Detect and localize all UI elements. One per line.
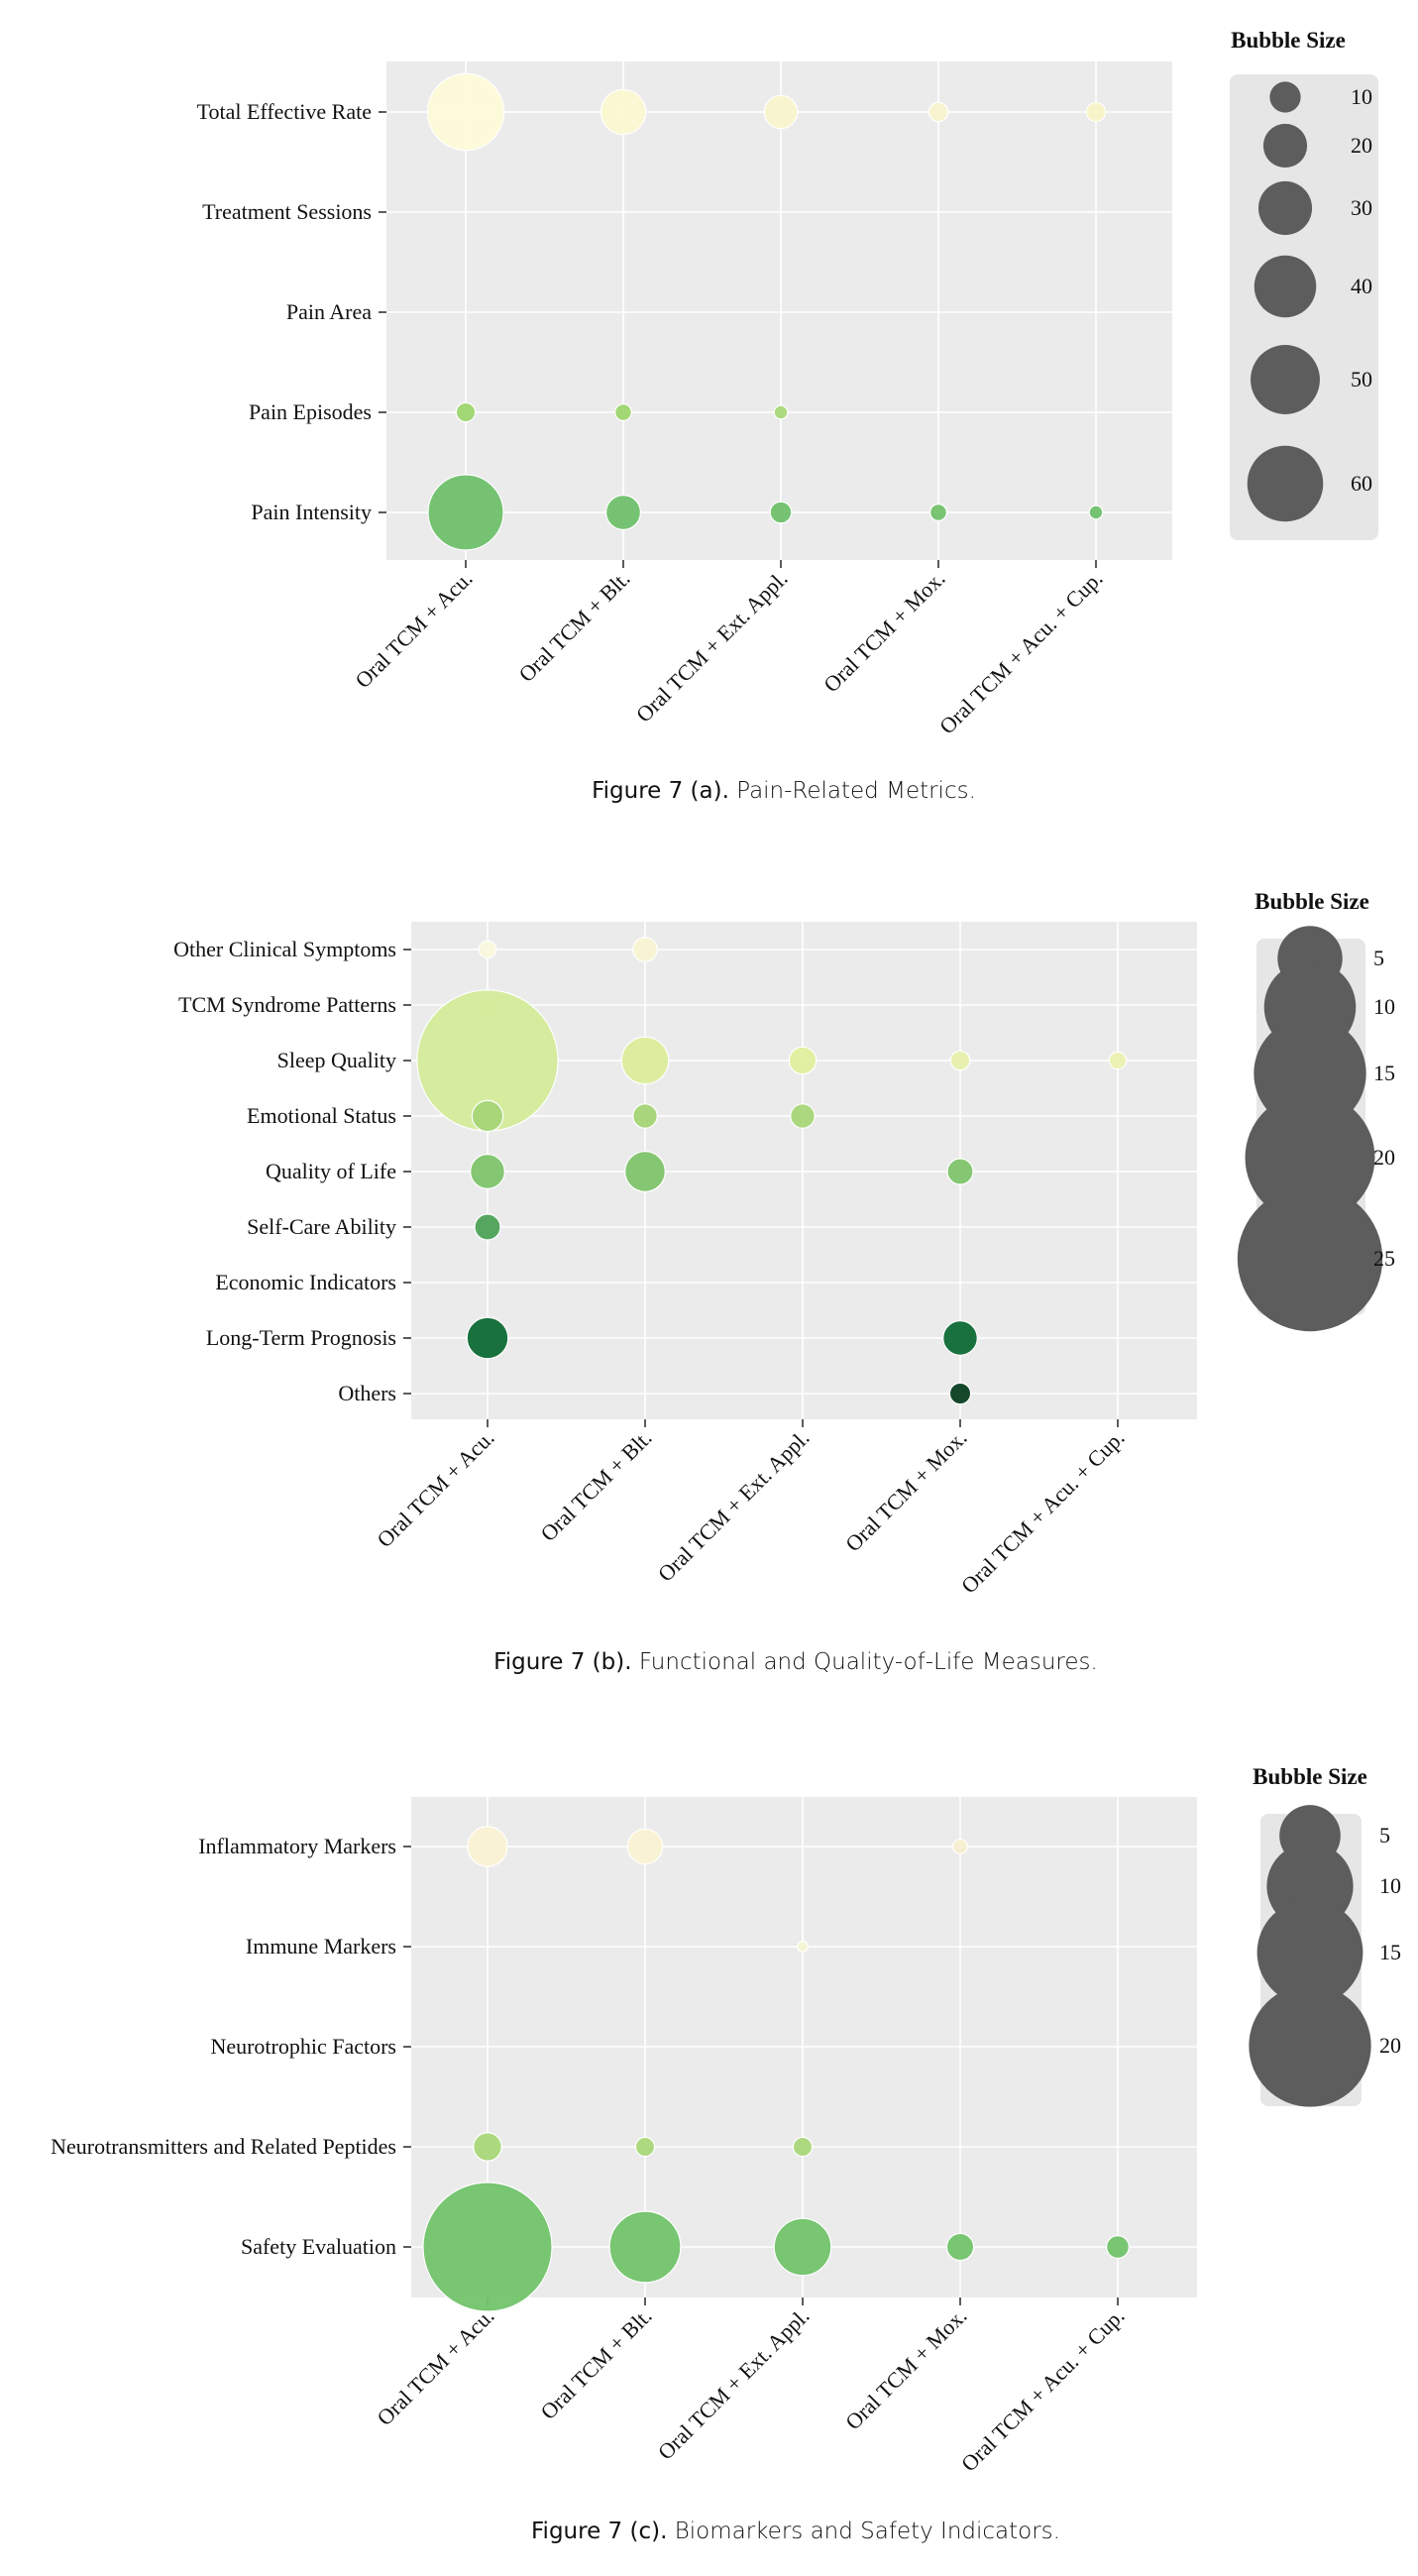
chart-c-caption xyxy=(531,2519,1060,2544)
chart-c-legend-label-5: 5 xyxy=(1379,1823,1390,1848)
chart-a-bubble-pain-episodes-oral-tcm-acu xyxy=(456,402,475,421)
chart-a-legend-label-10: 10 xyxy=(1351,84,1372,109)
chart-a-caption-label: Figure 7 (a). xyxy=(592,778,737,804)
chart-b-ylabel-economic-indicators: Economic Indicators xyxy=(215,1270,396,1294)
chart-c-ylabel-safety-evaluation: Safety Evaluation xyxy=(240,2234,396,2259)
chart-c-bubble-safety-evaluation-oral-tcm-acu-cup xyxy=(1107,2236,1130,2259)
chart-b-caption-label: Figure 7 (b). xyxy=(493,1649,639,1675)
chart-c-ylabel-immune-markers: Immune Markers xyxy=(245,1934,396,1959)
chart-a xyxy=(197,28,1378,804)
chart-b-legend-label-10: 10 xyxy=(1373,994,1395,1019)
chart-c-bubble-neurotransmitters-and-related-peptides-oral-tcm-ext-appl xyxy=(793,2137,812,2156)
chart-a-ylabel-treatment-sessions: Treatment Sessions xyxy=(202,199,372,224)
chart-a-legend-label-20: 20 xyxy=(1351,133,1372,158)
chart-a-xlabel-oral-tcm-acu: Oral TCM + Acu. xyxy=(350,565,478,693)
chart-b-ylabel-tcm-syndrome-patterns: TCM Syndrome Patterns xyxy=(178,992,396,1017)
chart-c xyxy=(51,1764,1401,2544)
chart-c-xlabel-oral-tcm-mox: Oral TCM + Mox. xyxy=(840,2302,972,2435)
chart-c-legend-label-15: 15 xyxy=(1379,1940,1401,1964)
chart-c-legend-label-20: 20 xyxy=(1379,2033,1401,2058)
chart-b-legend-label-15: 15 xyxy=(1373,1061,1395,1085)
chart-c-legend-title: Bubble Size xyxy=(1253,1764,1367,1789)
chart-a-legend-label-50: 50 xyxy=(1351,367,1372,392)
chart-a-bubble-total-effective-rate-oral-tcm-mox xyxy=(928,102,947,121)
chart-a-ylabel-pain-area: Pain Area xyxy=(285,299,372,324)
chart-a-legend-label-30: 30 xyxy=(1351,195,1372,220)
chart-c-xlabel-oral-tcm-blt: Oral TCM + Blt. xyxy=(535,2302,657,2424)
chart-b-ylabel-others: Others xyxy=(338,1381,396,1405)
chart-b-caption xyxy=(493,1649,1098,1675)
chart-b-bubble-sleep-quality-oral-tcm-ext-appl xyxy=(789,1047,816,1073)
chart-b-bubble-emotional-status-oral-tcm-acu xyxy=(472,1100,502,1131)
chart-b-bubble-sleep-quality-oral-tcm-blt xyxy=(621,1037,668,1083)
chart-b-legend-bubble-25 xyxy=(1238,1186,1382,1331)
chart-b-bubble-sleep-quality-oral-tcm-acu-cup xyxy=(1109,1052,1126,1068)
chart-b-bubble-self-care-ability-oral-tcm-acu xyxy=(475,1214,500,1240)
chart-b-bubble-others-oral-tcm-mox xyxy=(949,1383,970,1403)
chart-b-xlabel-oral-tcm-mox: Oral TCM + Mox. xyxy=(840,1424,972,1557)
chart-a-legend-label-40: 40 xyxy=(1351,274,1372,298)
chart-a-legend-label-60: 60 xyxy=(1351,471,1372,496)
chart-a-bubble-pain-intensity-oral-tcm-mox xyxy=(930,504,947,521)
chart-c-bubble-neurotransmitters-and-related-peptides-oral-tcm-acu xyxy=(474,2133,501,2161)
chart-a-bubble-pain-intensity-oral-tcm-ext-appl xyxy=(770,502,792,523)
chart-a-legend-bubble-20 xyxy=(1263,124,1307,168)
chart-c-legend-bubble-20 xyxy=(1249,1984,1370,2106)
chart-a-bubble-total-effective-rate-oral-tcm-blt xyxy=(600,89,645,134)
chart-b-bubble-emotional-status-oral-tcm-blt xyxy=(633,1104,657,1128)
chart-b-xlabel-oral-tcm-ext-appl: Oral TCM + Ext. Appl. xyxy=(652,1424,815,1587)
chart-a-bubble-pain-intensity-oral-tcm-blt xyxy=(606,496,641,530)
chart-a-caption xyxy=(592,778,976,804)
chart-c-bubble-safety-evaluation-oral-tcm-ext-appl xyxy=(774,2218,831,2276)
chart-c-xlabel-oral-tcm-ext-appl: Oral TCM + Ext. Appl. xyxy=(652,2302,815,2465)
chart-a-legend-bubble-60 xyxy=(1248,446,1324,522)
chart-c-bubble-inflammatory-markers-oral-tcm-mox xyxy=(953,1840,968,1854)
chart-a-legend-bubble-10 xyxy=(1269,81,1300,112)
chart-a-bubble-pain-intensity-oral-tcm-acu-cup xyxy=(1089,505,1103,519)
chart-b-xlabel-oral-tcm-acu: Oral TCM + Acu. xyxy=(372,1424,499,1552)
chart-a-bubble-total-effective-rate-oral-tcm-acu-cup xyxy=(1086,102,1105,121)
chart-b xyxy=(173,889,1395,1675)
chart-a-caption-text: Pain-Related Metrics. xyxy=(736,778,976,804)
chart-a-plot-area xyxy=(386,61,1172,560)
chart-c-xlabel-oral-tcm-acu-cup: Oral TCM + Acu. + Cup. xyxy=(956,2302,1130,2477)
chart-c-bubble-immune-markers-oral-tcm-ext-appl xyxy=(798,1942,809,1953)
chart-a-bubble-total-effective-rate-oral-tcm-acu xyxy=(427,73,503,150)
chart-b-legend-label-5: 5 xyxy=(1373,946,1384,970)
chart-c-legend-label-10: 10 xyxy=(1379,1873,1401,1898)
chart-b-ylabel-quality-of-life: Quality of Life xyxy=(266,1159,396,1183)
chart-a-xlabel-oral-tcm-ext-appl: Oral TCM + Ext. Appl. xyxy=(630,565,793,728)
chart-c-bubble-neurotransmitters-and-related-peptides-oral-tcm-blt xyxy=(635,2137,654,2156)
chart-c-bubble-safety-evaluation-oral-tcm-blt xyxy=(609,2211,681,2283)
chart-a-xlabel-oral-tcm-blt: Oral TCM + Blt. xyxy=(513,565,635,687)
chart-a-legend-title: Bubble Size xyxy=(1231,28,1346,53)
chart-b-xlabel-oral-tcm-blt: Oral TCM + Blt. xyxy=(535,1424,657,1546)
chart-a-legend-bubble-40 xyxy=(1254,256,1316,317)
chart-b-bubble-sleep-quality-oral-tcm-mox xyxy=(950,1051,969,1069)
chart-c-caption-text: Biomarkers and Safety Indicators. xyxy=(674,2519,1060,2544)
chart-a-legend-bubble-50 xyxy=(1251,345,1320,414)
chart-b-ylabel-sleep-quality: Sleep Quality xyxy=(276,1048,396,1072)
chart-c-caption-label: Figure 7 (c). xyxy=(531,2519,675,2544)
chart-b-bubble-other-clinical-symptoms-oral-tcm-acu xyxy=(479,941,495,957)
chart-b-xlabel-oral-tcm-acu-cup: Oral TCM + Acu. + Cup. xyxy=(956,1424,1130,1599)
chart-c-bubble-inflammatory-markers-oral-tcm-blt xyxy=(627,1829,662,1863)
chart-a-ylabel-pain-intensity: Pain Intensity xyxy=(251,500,372,524)
chart-a-ylabel-total-effective-rate: Total Effective Rate xyxy=(196,99,372,124)
chart-b-bubble-emotional-status-oral-tcm-ext-appl xyxy=(791,1104,815,1128)
chart-b-bubble-long-term-prognosis-oral-tcm-acu xyxy=(467,1317,507,1358)
chart-b-plot-area xyxy=(411,922,1197,1419)
chart-b-ylabel-other-clinical-symptoms: Other Clinical Symptoms xyxy=(173,937,396,961)
chart-c-bubble-inflammatory-markers-oral-tcm-acu xyxy=(468,1827,507,1866)
chart-a-bubble-pain-episodes-oral-tcm-blt xyxy=(615,404,632,421)
chart-a-bubble-pain-episodes-oral-tcm-ext-appl xyxy=(774,405,788,419)
chart-b-bubble-long-term-prognosis-oral-tcm-mox xyxy=(943,1321,978,1356)
chart-b-legend-label-25: 25 xyxy=(1373,1246,1395,1271)
chart-c-ylabel-inflammatory-markers: Inflammatory Markers xyxy=(198,1834,396,1858)
chart-a-xlabel-oral-tcm-mox: Oral TCM + Mox. xyxy=(818,565,950,698)
chart-b-legend-title: Bubble Size xyxy=(1254,889,1369,914)
chart-b-caption-text: Functional and Quality-of-Life Measures. xyxy=(638,1649,1098,1675)
chart-b-bubble-quality-of-life-oral-tcm-blt xyxy=(625,1152,666,1192)
chart-a-bubble-total-effective-rate-oral-tcm-ext-appl xyxy=(764,95,797,128)
chart-b-ylabel-emotional-status: Emotional Status xyxy=(247,1103,396,1128)
chart-c-bubble-safety-evaluation-oral-tcm-mox xyxy=(946,2233,973,2260)
chart-b-legend-label-20: 20 xyxy=(1373,1145,1395,1170)
chart-b-ylabel-long-term-prognosis: Long-Term Prognosis xyxy=(205,1325,396,1350)
chart-c-xlabel-oral-tcm-acu: Oral TCM + Acu. xyxy=(372,2302,499,2430)
chart-c-ylabel-neurotrophic-factors: Neurotrophic Factors xyxy=(210,2034,396,2059)
chart-a-bubble-pain-intensity-oral-tcm-acu xyxy=(428,475,503,550)
chart-a-legend-bubble-30 xyxy=(1258,181,1312,235)
chart-a-xlabel-oral-tcm-acu-cup: Oral TCM + Acu. + Cup. xyxy=(934,565,1108,739)
chart-b-bubble-other-clinical-symptoms-oral-tcm-blt xyxy=(633,938,657,961)
chart-b-ylabel-self-care-ability: Self-Care Ability xyxy=(247,1214,396,1239)
chart-c-bubble-safety-evaluation-oral-tcm-acu xyxy=(423,2183,552,2311)
chart-b-bubble-quality-of-life-oral-tcm-acu xyxy=(471,1155,505,1189)
chart-a-ylabel-pain-episodes: Pain Episodes xyxy=(248,399,372,424)
chart-b-bubble-quality-of-life-oral-tcm-mox xyxy=(947,1159,973,1184)
chart-c-ylabel-neurotransmitters-and-related-peptides: Neurotransmitters and Related Peptides xyxy=(51,2134,396,2159)
